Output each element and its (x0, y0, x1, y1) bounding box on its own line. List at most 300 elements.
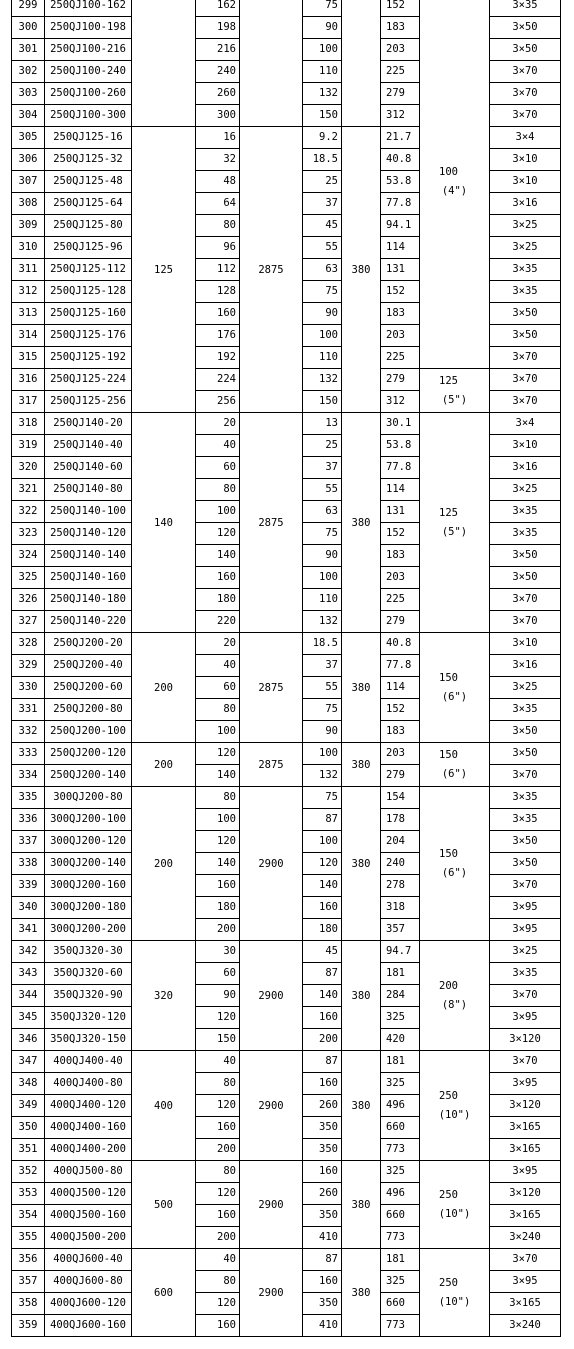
current-value: 178 (380, 808, 419, 830)
current-value: 278 (380, 874, 419, 896)
row-no: 329 (11, 654, 44, 676)
row-no: 348 (11, 1072, 44, 1094)
flow-rate: 140 (131, 412, 195, 632)
cable-spec: 3×25 (489, 236, 560, 258)
power-value: 140 (302, 984, 341, 1006)
row-no: 306 (11, 148, 44, 170)
cable-spec: 3×25 (489, 478, 560, 500)
flow-rate: 320 (131, 940, 195, 1050)
power-value: 45 (302, 940, 341, 962)
cable-spec: 3×95 (489, 1270, 560, 1292)
model-name: 250QJ140-80 (44, 478, 131, 500)
lift-value: 120 (195, 830, 239, 852)
model-name: 250QJ100-198 (44, 16, 131, 38)
cable-spec: 3×70 (489, 588, 560, 610)
row-no: 345 (11, 1006, 44, 1028)
cable-spec: 3×70 (489, 984, 560, 1006)
lift-value: 100 (195, 720, 239, 742)
power-value: 100 (302, 566, 341, 588)
power-value: 87 (302, 808, 341, 830)
flow-rate (131, 0, 195, 126)
current-value: 279 (380, 82, 419, 104)
lift-value: 60 (195, 962, 239, 984)
cable-spec: 3×95 (489, 896, 560, 918)
current-value: 152 (380, 280, 419, 302)
lift-value: 120 (195, 1094, 239, 1116)
cable-spec: 3×70 (489, 1248, 560, 1270)
cable-spec: 3×35 (489, 698, 560, 720)
row-no: 358 (11, 1292, 44, 1314)
cable-spec: 3×95 (489, 1160, 560, 1182)
lift-value: 192 (195, 346, 239, 368)
current-value: 21.7 (380, 126, 419, 148)
cable-spec: 3×10 (489, 632, 560, 654)
current-value: 496 (380, 1182, 419, 1204)
rotation-speed: 2875 (239, 412, 302, 632)
outlet-inch: (8") (441, 998, 468, 1011)
cable-spec: 3×50 (489, 302, 560, 324)
voltage: 380 (341, 1050, 380, 1160)
model-name: 250QJ200-120 (44, 742, 131, 764)
model-name: 250QJ125-192 (44, 346, 131, 368)
lift-value: 200 (195, 1138, 239, 1160)
model-name: 250QJ140-180 (44, 588, 131, 610)
row-no: 323 (11, 522, 44, 544)
current-value: 203 (380, 324, 419, 346)
power-value: 100 (302, 324, 341, 346)
model-name: 400QJ400-40 (44, 1050, 131, 1072)
outlet-inch: (6") (441, 866, 468, 879)
lift-value: 160 (195, 302, 239, 324)
current-value: 114 (380, 676, 419, 698)
lift-value: 80 (195, 1072, 239, 1094)
lift-value: 20 (195, 412, 239, 434)
current-value: 183 (380, 720, 419, 742)
model-name: 250QJ200-100 (44, 720, 131, 742)
power-value: 75 (302, 522, 341, 544)
model-name: 350QJ320-150 (44, 1028, 131, 1050)
cable-spec: 3×10 (489, 170, 560, 192)
current-value: 325 (380, 1160, 419, 1182)
row-no: 342 (11, 940, 44, 962)
voltage: 380 (341, 786, 380, 940)
lift-value: 120 (195, 522, 239, 544)
cable-spec: 3×50 (489, 38, 560, 60)
model-name: 400QJ400-200 (44, 1138, 131, 1160)
table-right-border (560, 0, 561, 1336)
model-name: 250QJ100-162 (44, 0, 131, 16)
row-no: 305 (11, 126, 44, 148)
lift-value: 32 (195, 148, 239, 170)
row-no: 357 (11, 1270, 44, 1292)
row-no: 309 (11, 214, 44, 236)
row-no: 314 (11, 324, 44, 346)
outlet-diameter (419, 940, 489, 1050)
cable-spec: 3×50 (489, 566, 560, 588)
lift-value: 160 (195, 874, 239, 896)
power-value: 350 (302, 1116, 341, 1138)
outlet-inch: (5") (441, 525, 468, 538)
model-name: 300QJ200-140 (44, 852, 131, 874)
row-no: 356 (11, 1248, 44, 1270)
lift-value: 200 (195, 918, 239, 940)
lift-value: 40 (195, 1248, 239, 1270)
outlet-diameter (419, 1160, 489, 1248)
model-name: 300QJ200-100 (44, 808, 131, 830)
rotation-speed: 2875 (239, 632, 302, 742)
row-no: 354 (11, 1204, 44, 1226)
lift-value: 60 (195, 456, 239, 478)
outlet-size: 125 (439, 374, 458, 387)
current-value: 114 (380, 478, 419, 500)
rotation-speed: 2875 (239, 742, 302, 786)
power-value: 37 (302, 192, 341, 214)
outlet-inch: (10") (438, 1295, 471, 1308)
outlet-size: 150 (439, 748, 458, 761)
flow-rate: 600 (131, 1248, 195, 1336)
current-value: 325 (380, 1270, 419, 1292)
current-value: 240 (380, 852, 419, 874)
power-value: 132 (302, 368, 341, 390)
lift-value: 162 (195, 0, 239, 16)
model-name: 250QJ200-40 (44, 654, 131, 676)
power-value: 160 (302, 1270, 341, 1292)
power-value: 410 (302, 1226, 341, 1248)
power-value: 140 (302, 874, 341, 896)
model-name: 250QJ125-112 (44, 258, 131, 280)
current-value: 660 (380, 1292, 419, 1314)
current-value: 77.8 (380, 456, 419, 478)
cable-spec: 3×70 (489, 874, 560, 896)
model-name: 250QJ140-20 (44, 412, 131, 434)
lift-value: 200 (195, 1226, 239, 1248)
cable-spec: 3×240 (489, 1314, 560, 1336)
power-value: 13 (302, 412, 341, 434)
row-no: 325 (11, 566, 44, 588)
lift-value: 140 (195, 544, 239, 566)
lift-value: 80 (195, 1160, 239, 1182)
model-name: 250QJ140-220 (44, 610, 131, 632)
model-name: 250QJ125-160 (44, 302, 131, 324)
model-name: 350QJ320-60 (44, 962, 131, 984)
current-value: 225 (380, 346, 419, 368)
power-value: 18.5 (302, 148, 341, 170)
power-value: 55 (302, 676, 341, 698)
power-value: 55 (302, 236, 341, 258)
table-bottom-border (11, 1336, 561, 1337)
outlet-diameter (419, 412, 489, 632)
lift-value: 180 (195, 896, 239, 918)
row-no: 330 (11, 676, 44, 698)
model-name: 400QJ400-80 (44, 1072, 131, 1094)
cable-spec: 3×35 (489, 258, 560, 280)
lift-value: 100 (195, 808, 239, 830)
row-no: 326 (11, 588, 44, 610)
current-value: 496 (380, 1094, 419, 1116)
power-value: 110 (302, 60, 341, 82)
lift-value: 176 (195, 324, 239, 346)
current-value: 357 (380, 918, 419, 940)
power-value: 75 (302, 0, 341, 16)
cable-spec: 3×25 (489, 940, 560, 962)
model-name: 250QJ100-260 (44, 82, 131, 104)
current-value: 181 (380, 1248, 419, 1270)
current-value: 773 (380, 1226, 419, 1248)
model-name: 400QJ500-160 (44, 1204, 131, 1226)
cable-spec: 3×50 (489, 720, 560, 742)
lift-value: 80 (195, 214, 239, 236)
cable-spec: 3×120 (489, 1182, 560, 1204)
power-value: 45 (302, 214, 341, 236)
power-value: 75 (302, 698, 341, 720)
lift-value: 240 (195, 60, 239, 82)
cable-spec: 3×70 (489, 60, 560, 82)
row-no: 313 (11, 302, 44, 324)
power-value: 120 (302, 852, 341, 874)
current-value: 204 (380, 830, 419, 852)
row-no: 333 (11, 742, 44, 764)
outlet-size: 125 (439, 506, 458, 519)
model-name: 250QJ140-100 (44, 500, 131, 522)
power-value: 150 (302, 390, 341, 412)
current-value: 152 (380, 522, 419, 544)
outlet-inch: (4") (441, 184, 468, 197)
current-value: 77.8 (380, 192, 419, 214)
outlet-size: 200 (439, 979, 458, 992)
current-value: 131 (380, 258, 419, 280)
power-value: 100 (302, 38, 341, 60)
current-value: 40.8 (380, 632, 419, 654)
cable-spec: 3×4 (489, 412, 560, 434)
model-name: 250QJ200-20 (44, 632, 131, 654)
current-value: 312 (380, 390, 419, 412)
power-value: 90 (302, 302, 341, 324)
row-no: 315 (11, 346, 44, 368)
row-no: 319 (11, 434, 44, 456)
lift-value: 160 (195, 1204, 239, 1226)
model-name: 400QJ500-200 (44, 1226, 131, 1248)
lift-value: 220 (195, 610, 239, 632)
current-value: 154 (380, 786, 419, 808)
cable-spec: 3×16 (489, 192, 560, 214)
row-no: 341 (11, 918, 44, 940)
lift-value: 60 (195, 676, 239, 698)
model-name: 350QJ320-90 (44, 984, 131, 1006)
model-name: 250QJ140-40 (44, 434, 131, 456)
row-no: 310 (11, 236, 44, 258)
lift-value: 140 (195, 852, 239, 874)
row-no: 302 (11, 60, 44, 82)
rotation-speed (239, 0, 302, 126)
row-no: 328 (11, 632, 44, 654)
row-no: 303 (11, 82, 44, 104)
cable-spec: 3×35 (489, 962, 560, 984)
power-value: 110 (302, 588, 341, 610)
power-value: 132 (302, 764, 341, 786)
model-name: 400QJ500-80 (44, 1160, 131, 1182)
power-value: 75 (302, 786, 341, 808)
current-value: 203 (380, 566, 419, 588)
current-value: 40.8 (380, 148, 419, 170)
flow-rate: 200 (131, 742, 195, 786)
rotation-speed: 2900 (239, 786, 302, 940)
model-name: 250QJ140-120 (44, 522, 131, 544)
current-value: 94.7 (380, 940, 419, 962)
power-value: 350 (302, 1204, 341, 1226)
outlet-inch: (6") (441, 767, 468, 780)
power-value: 180 (302, 918, 341, 940)
power-value: 25 (302, 434, 341, 456)
power-value: 87 (302, 962, 341, 984)
row-no: 336 (11, 808, 44, 830)
power-value: 260 (302, 1182, 341, 1204)
power-value: 87 (302, 1050, 341, 1072)
model-name: 350QJ320-120 (44, 1006, 131, 1028)
current-value: 318 (380, 896, 419, 918)
model-name: 250QJ125-64 (44, 192, 131, 214)
power-value: 150 (302, 104, 341, 126)
cable-spec: 3×50 (489, 544, 560, 566)
current-value: 225 (380, 60, 419, 82)
lift-value: 198 (195, 16, 239, 38)
row-no: 308 (11, 192, 44, 214)
row-no: 300 (11, 16, 44, 38)
row-no: 355 (11, 1226, 44, 1248)
cable-spec: 3×4 (489, 126, 560, 148)
lift-value: 96 (195, 236, 239, 258)
cable-spec: 3×35 (489, 500, 560, 522)
row-no: 352 (11, 1160, 44, 1182)
current-value: 77.8 (380, 654, 419, 676)
model-name: 250QJ140-60 (44, 456, 131, 478)
row-no: 343 (11, 962, 44, 984)
lift-value: 160 (195, 1116, 239, 1138)
cable-spec: 3×10 (489, 148, 560, 170)
lift-value: 40 (195, 434, 239, 456)
lift-value: 216 (195, 38, 239, 60)
current-value: 152 (380, 698, 419, 720)
model-name: 300QJ200-120 (44, 830, 131, 852)
cable-spec: 3×95 (489, 1072, 560, 1094)
outlet-inch: (10") (438, 1108, 471, 1121)
outlet-inch: (6") (441, 690, 468, 703)
current-value: 94.1 (380, 214, 419, 236)
power-value: 200 (302, 1028, 341, 1050)
outlet-size: 100 (439, 165, 458, 178)
model-name: 250QJ140-160 (44, 566, 131, 588)
voltage (341, 0, 380, 126)
outlet-size: 150 (439, 671, 458, 684)
cable-spec: 3×120 (489, 1028, 560, 1050)
cable-spec: 3×50 (489, 16, 560, 38)
outlet-diameter (419, 632, 489, 742)
model-name: 400QJ600-80 (44, 1270, 131, 1292)
model-name: 250QJ200-60 (44, 676, 131, 698)
power-value: 160 (302, 896, 341, 918)
row-no: 351 (11, 1138, 44, 1160)
current-value: 203 (380, 742, 419, 764)
rotation-speed: 2900 (239, 940, 302, 1050)
model-name: 250QJ125-224 (44, 368, 131, 390)
outlet-inch: (10") (438, 1207, 471, 1220)
cable-spec: 3×50 (489, 324, 560, 346)
row-no: 344 (11, 984, 44, 1006)
cable-spec: 3×120 (489, 1094, 560, 1116)
row-no: 304 (11, 104, 44, 126)
cable-spec: 3×25 (489, 676, 560, 698)
outlet-diameter (419, 1050, 489, 1160)
model-name: 400QJ400-160 (44, 1116, 131, 1138)
row-no: 339 (11, 874, 44, 896)
power-value: 160 (302, 1006, 341, 1028)
row-no: 353 (11, 1182, 44, 1204)
current-value: 114 (380, 236, 419, 258)
cable-spec: 3×95 (489, 918, 560, 940)
row-no: 301 (11, 38, 44, 60)
current-value: 225 (380, 588, 419, 610)
lift-value: 128 (195, 280, 239, 302)
rotation-speed: 2875 (239, 126, 302, 412)
flow-rate: 500 (131, 1160, 195, 1248)
voltage: 380 (341, 412, 380, 632)
lift-value: 180 (195, 588, 239, 610)
power-value: 63 (302, 258, 341, 280)
outlet-size: 150 (439, 847, 458, 860)
current-value: 30.1 (380, 412, 419, 434)
current-value: 284 (380, 984, 419, 1006)
row-no: 332 (11, 720, 44, 742)
power-value: 132 (302, 82, 341, 104)
lift-value: 80 (195, 786, 239, 808)
row-no: 350 (11, 1116, 44, 1138)
lift-value: 80 (195, 478, 239, 500)
power-value: 75 (302, 280, 341, 302)
cable-spec: 3×10 (489, 434, 560, 456)
current-value: 181 (380, 1050, 419, 1072)
power-value: 18.5 (302, 632, 341, 654)
current-value: 183 (380, 302, 419, 324)
voltage: 380 (341, 1160, 380, 1248)
current-value: 279 (380, 368, 419, 390)
flow-rate: 200 (131, 632, 195, 742)
cable-spec: 3×165 (489, 1138, 560, 1160)
cable-spec: 3×240 (489, 1226, 560, 1248)
model-name: 250QJ200-80 (44, 698, 131, 720)
model-name: 300QJ200-80 (44, 786, 131, 808)
flow-rate: 200 (131, 786, 195, 940)
power-value: 37 (302, 456, 341, 478)
rotation-speed: 2900 (239, 1160, 302, 1248)
lift-value: 40 (195, 1050, 239, 1072)
row-no: 346 (11, 1028, 44, 1050)
row-no: 347 (11, 1050, 44, 1072)
cable-spec: 3×70 (489, 390, 560, 412)
current-value: 183 (380, 544, 419, 566)
model-name: 400QJ400-120 (44, 1094, 131, 1116)
power-value: 260 (302, 1094, 341, 1116)
cable-spec: 3×35 (489, 808, 560, 830)
lift-value: 64 (195, 192, 239, 214)
row-no: 334 (11, 764, 44, 786)
power-value: 350 (302, 1138, 341, 1160)
lift-value: 120 (195, 1292, 239, 1314)
cable-spec: 3×70 (489, 368, 560, 390)
flow-rate: 125 (131, 126, 195, 412)
lift-value: 80 (195, 698, 239, 720)
current-value: 325 (380, 1006, 419, 1028)
cable-spec: 3×50 (489, 742, 560, 764)
cable-spec: 3×50 (489, 852, 560, 874)
